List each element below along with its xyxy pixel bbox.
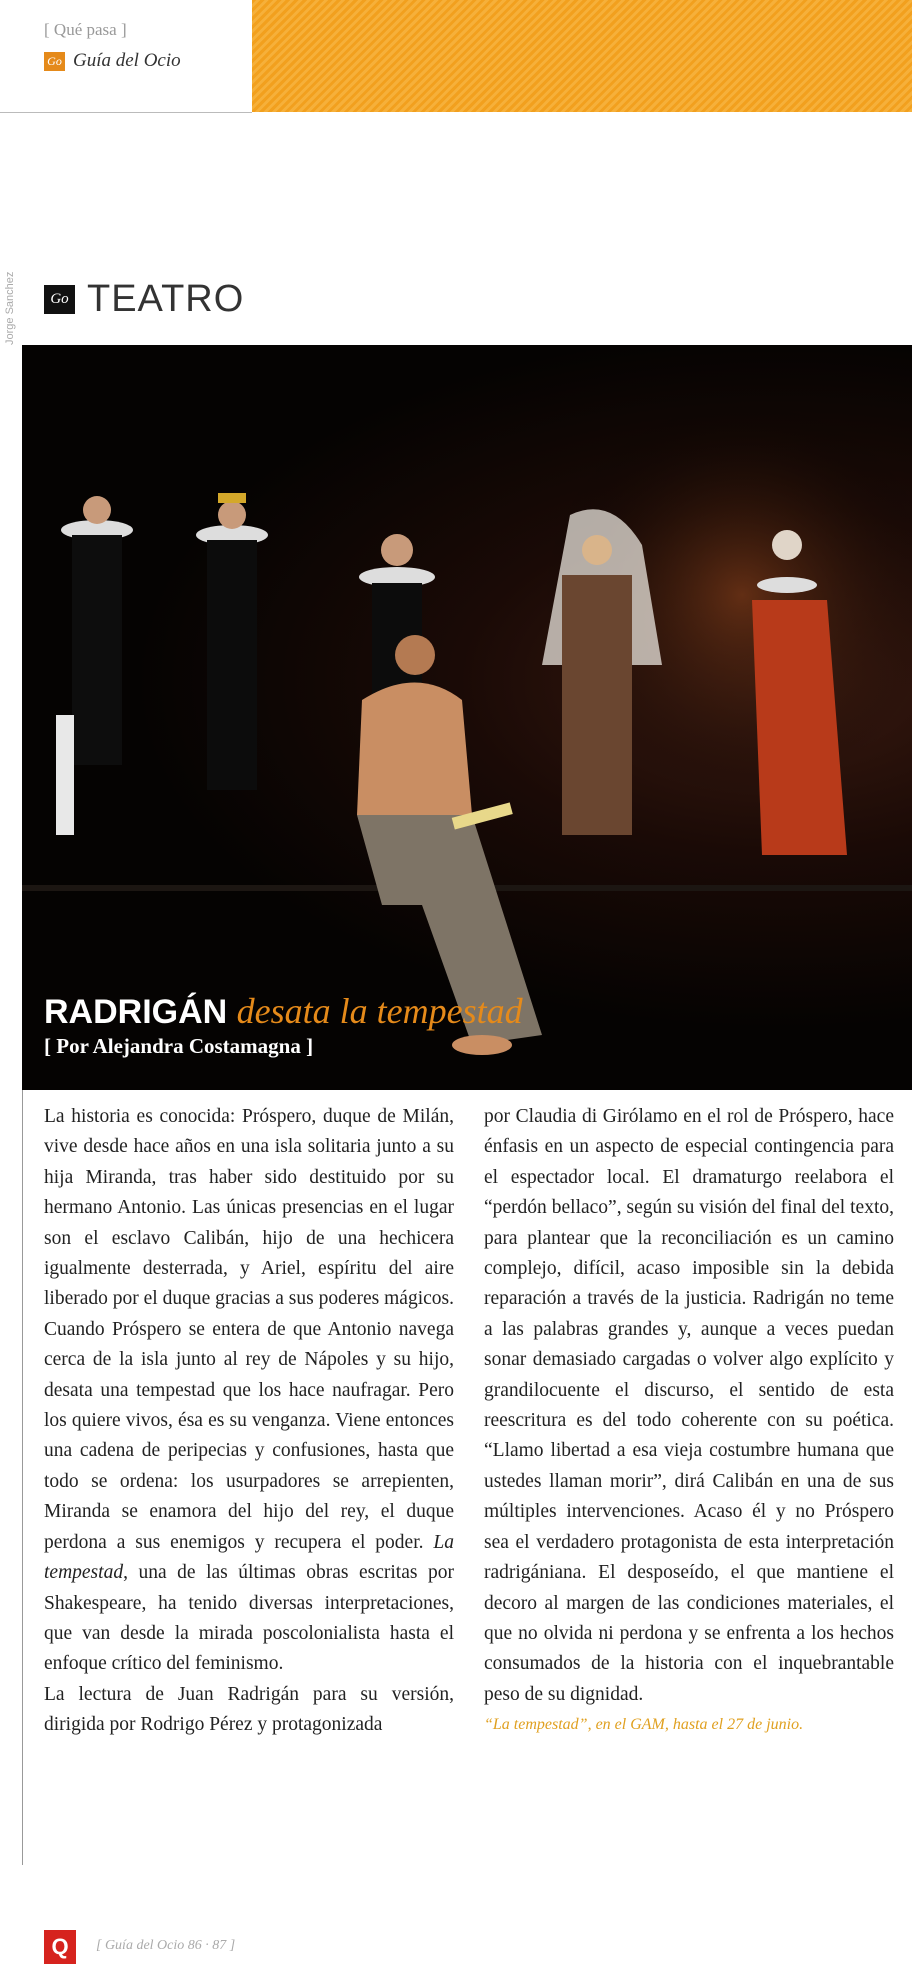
- go-logo-icon: Go: [44, 285, 75, 314]
- headline-name: RADRIGÁN: [44, 993, 228, 1031]
- header-guide-title: Guía del Ocio: [73, 50, 181, 71]
- event-caption: “La tempestad”, en el GAM, hasta el 27 de junio.: [484, 1716, 804, 1734]
- article-column-1: [44, 1102, 454, 1741]
- header-guide: [44, 50, 181, 72]
- section-header: [44, 278, 244, 321]
- column-rule: [22, 1090, 23, 1865]
- magazine-logo: Q: [44, 1930, 76, 1964]
- actor-left: [56, 496, 133, 835]
- go-logo-icon: Go: [44, 52, 65, 71]
- stage-scene: [22, 345, 912, 1090]
- actor-king: [196, 493, 268, 790]
- header-rule: [0, 112, 252, 113]
- page-folio: [ Guía del Ocio 86 · 87 ]: [96, 1938, 236, 1953]
- paragraph: por Claudia di Girólamo en el rol de Próspero, hace énfasis en un aspecto de especial contingencia para el espectador local. El dramaturgo reelabora el “perdón bellaco”, según su visión del final del texto, para plantear que la reconciliación es un camino complejo, difícil, acaso imposible sin la debida reparación a través de la justicia. Radrigán no teme a las palabras grandes y, aunque a veces puedan sonar demasiado cargadas o volver algo explícito y grandilocuente el discurso, el sentido de esta reescritura es del todo coherente con su poética. “Llamo libertad a esa vieja costumbre humana que ustedes llaman morir”, dirá Calibán en una de sus múltiples intervenciones. Acaso él y no Próspero sea el verdadero protagonista de esta interpretación radrigániana. El desposeído, el que mantiene el decoro al margen de las condiciones materiales, el que no olvida ni perdona y se enfrenta a los hechos consumados de la historia con el inquebrantable peso de su dignidad.: [484, 1106, 894, 1705]
- paragraph: [44, 1102, 454, 1680]
- section-title: TEATRO: [87, 278, 245, 320]
- article-byline: [ Por Alejandra Costamagna ]: [44, 1034, 314, 1058]
- paragraph-text: , una de las últimas obras escritas por Shakespeare, ha tenido diversas interpretaciones, que van desde la mirada poscolonialista hasta el enfoque crítico del feminismo.: [44, 1562, 454, 1675]
- header-kicker: [ Qué pasa ]: [44, 20, 127, 39]
- article-headline: [44, 990, 523, 1032]
- header-orange-band: [252, 0, 912, 112]
- paragraph-text: La historia es conocida: Próspero, duque de Milán, vive desde hace años en una isla solitaria junto a su hija Miranda, tras haber sido destituido por su hermano Antonio. Las únicas presencias en el lugar son el esclavo Calibán, hijo de una hechicera igualmente desterrada, y Ariel, espíritu del aire liberado por el duque gracias a sus poderes mágicos. Cuando Próspero se entera de que Antonio navega cerca de la isla junto al rey de Nápoles y su hijo, desata una tempestad que los hace naufragar. Pero los quiere vivos, ésa es su venganza. Viene entonces una cadena de peripecias y confusiones, hasta que todo se ordena: los usurpadores se arrepienten, Miranda se enamora del hijo del rey, el duque perdona a sus enemigos y recupera el poder.: [44, 1106, 454, 1553]
- headline-italic: desata la tempestad: [236, 991, 523, 1031]
- work-title: La tempestad: [44, 1531, 455, 1584]
- article-column-2: [484, 1102, 894, 1741]
- paragraph: La lectura de Juan Radrigán para su versión, dirigida por Rodrigo Pérez y protagonizada: [44, 1683, 454, 1736]
- photo-credit: Jorge Sanchez: [4, 271, 16, 345]
- stage-photo: [22, 345, 912, 1090]
